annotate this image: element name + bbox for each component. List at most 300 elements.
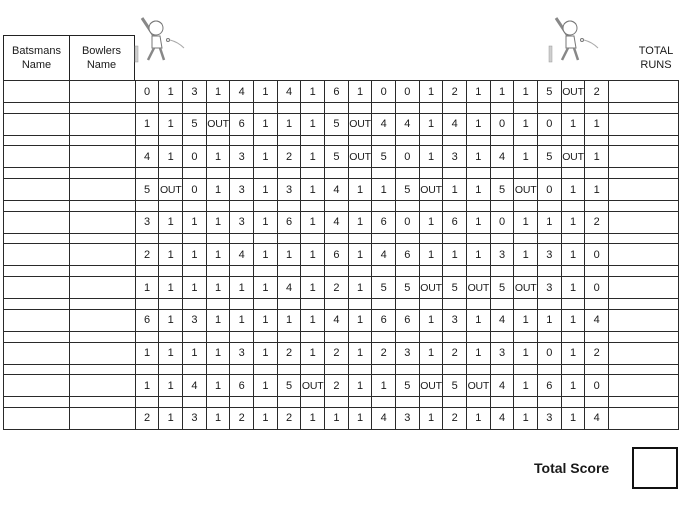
ball-run-cell: 1 [254,211,278,233]
spacer-cell [490,103,514,114]
ball-run-cell: 0 [538,113,562,135]
spacer-cell [135,168,159,179]
batsman-name-cell[interactable] [4,113,70,135]
table-row [4,81,679,103]
spacer-cell [538,266,562,277]
ball-run-cell: 1 [514,407,538,429]
ball-run-cell: 6 [325,81,349,103]
table-row [4,309,679,331]
ball-run-cell: 0 [396,211,420,233]
ball-run-cell: 1 [514,244,538,266]
spacer-cell [396,266,420,277]
spacer-cell [135,135,159,146]
ball-run-cell: 3 [538,244,562,266]
spacer-cell [4,266,70,277]
total-runs-cell[interactable] [609,179,679,201]
spacer-cell [301,331,325,342]
ball-run-cell: 1 [561,309,585,331]
total-runs-cell[interactable] [609,211,679,233]
spacer-cell [538,135,562,146]
ball-run-cell: 1 [135,375,159,397]
spacer-cell [396,397,420,408]
batsman-name-cell[interactable] [4,244,70,266]
ball-run-cell: 1 [301,407,325,429]
spacer-cell [561,103,585,114]
ball-run-cell: 4 [325,179,349,201]
spacer-cell [372,201,396,212]
spacer-cell [443,135,467,146]
ball-run-cell: 1 [561,375,585,397]
ball-run-cell: 3 [230,342,254,364]
spacer-cell [561,331,585,342]
table-row [4,179,679,201]
ball-run-cell: 3 [538,407,562,429]
spacer-cell [206,364,230,375]
ball-run-cell: OUT [419,277,443,299]
ball-run-cell: 1 [301,146,325,168]
ball-run-cell: 1 [372,179,396,201]
spacer-cell [396,364,420,375]
ball-run-cell: 1 [348,244,372,266]
spacer-cell [538,103,562,114]
ball-run-cell: 1 [254,277,278,299]
ball-run-cell: 1 [348,309,372,331]
spacer-cell [561,168,585,179]
bowler-name-cell[interactable] [69,146,135,168]
spacer-cell [254,201,278,212]
spacer-cell [467,233,491,244]
batsman-name-cell[interactable] [4,342,70,364]
spacer-cell [254,331,278,342]
ball-run-cell: 2 [585,211,609,233]
total-runs-cell[interactable] [609,375,679,397]
ball-run-cell: 0 [490,211,514,233]
spacer-cell [325,397,349,408]
ball-run-cell: 1 [348,407,372,429]
spacer-cell [609,266,679,277]
ball-run-cell: 1 [561,113,585,135]
ball-run-cell: 1 [183,244,207,266]
spacer-cell [348,266,372,277]
total-runs-cell[interactable] [609,342,679,364]
total-runs-cell[interactable] [609,407,679,429]
spacer-cell [514,233,538,244]
ball-run-cell: 1 [348,179,372,201]
spacer-cell [514,135,538,146]
ball-run-cell: OUT [561,146,585,168]
ball-run-cell: 1 [301,81,325,103]
spacer-cell [206,266,230,277]
spacer-cell [206,168,230,179]
spacer-cell [159,331,183,342]
spacer-cell [230,397,254,408]
spacer-row [4,103,679,114]
ball-run-cell: 1 [301,211,325,233]
spacer-cell [159,135,183,146]
bowler-name-cell[interactable] [69,113,135,135]
ball-run-cell: 1 [467,244,491,266]
ball-run-cell: 1 [467,179,491,201]
table-row [4,342,679,364]
spacer-cell [277,103,301,114]
spacer-cell [254,103,278,114]
ball-run-cell: 1 [348,342,372,364]
spacer-cell [277,135,301,146]
spacer-cell [301,397,325,408]
spacer-row [4,135,679,146]
total-runs-cell[interactable] [609,146,679,168]
ball-run-cell: 1 [230,309,254,331]
spacer-cell [561,364,585,375]
spacer-cell [230,168,254,179]
ball-run-cell: 0 [490,113,514,135]
spacer-cell [443,397,467,408]
spacer-cell [585,233,609,244]
ball-run-cell: 5 [443,375,467,397]
ball-run-cell: 1 [206,244,230,266]
spacer-cell [277,168,301,179]
batsman-name-cell[interactable] [4,211,70,233]
spacer-cell [325,266,349,277]
spacer-cell [183,364,207,375]
table-row [4,113,679,135]
ball-run-cell: 3 [490,244,514,266]
spacer-cell [419,168,443,179]
spacer-cell [443,103,467,114]
cricketer-batting-icon [548,14,604,68]
spacer-cell [277,397,301,408]
ball-run-cell: OUT [514,277,538,299]
spacer-cell [372,103,396,114]
spacer-cell [609,364,679,375]
ball-run-cell: 4 [325,211,349,233]
bowler-name-header [69,35,135,81]
spacer-cell [372,299,396,310]
ball-run-cell: 1 [135,113,159,135]
spacer-cell [467,397,491,408]
bowler-name-cell[interactable] [69,211,135,233]
bowler-name-cell[interactable] [69,342,135,364]
batsman-name-cell[interactable] [4,407,70,429]
spacer-cell [561,135,585,146]
bowler-name-cell[interactable] [69,309,135,331]
batsman-name-cell[interactable] [4,179,70,201]
ball-run-cell: 2 [277,342,301,364]
bowler-name-cell[interactable] [69,277,135,299]
ball-run-cell: 4 [490,146,514,168]
spacer-cell [135,201,159,212]
spacer-cell [396,299,420,310]
ball-run-cell: 1 [183,277,207,299]
ball-run-cell: 1 [419,407,443,429]
ball-run-cell: 1 [254,244,278,266]
ball-run-cell: 5 [372,277,396,299]
table-row [4,244,679,266]
batsman-name-cell[interactable] [4,309,70,331]
ball-run-cell: 1 [159,81,183,103]
spacer-cell [490,201,514,212]
bowler-name-cell[interactable] [69,375,135,397]
ball-run-cell: 1 [467,81,491,103]
spacer-cell [159,397,183,408]
spacer-row [4,266,679,277]
spacer-cell [325,168,349,179]
spacer-cell [419,201,443,212]
total-runs-cell[interactable] [609,277,679,299]
ball-run-cell: 1 [467,211,491,233]
spacer-cell [443,266,467,277]
bowler-name-cell[interactable] [69,179,135,201]
total-runs-cell[interactable] [609,309,679,331]
ball-run-cell: 4 [277,277,301,299]
spacer-cell [277,299,301,310]
ball-run-cell: 1 [206,407,230,429]
spacer-cell [609,233,679,244]
spacer-cell [206,299,230,310]
ball-run-cell: 1 [514,211,538,233]
spacer-cell [490,168,514,179]
ball-run-cell: 1 [159,244,183,266]
spacer-cell [277,331,301,342]
spacer-cell [325,299,349,310]
ball-run-cell: 1 [183,211,207,233]
table-row [4,277,679,299]
batsman-name-cell[interactable] [4,81,70,103]
ball-run-cell: 3 [396,342,420,364]
ball-run-cell: 4 [396,113,420,135]
batsman-name-cell[interactable] [4,375,70,397]
spacer-cell [230,299,254,310]
ball-run-cell: 5 [277,375,301,397]
spacer-cell [372,331,396,342]
spacer-cell [206,103,230,114]
total-runs-cell[interactable] [609,113,679,135]
ball-run-cell: 4 [585,407,609,429]
ball-run-cell: 3 [230,179,254,201]
ball-run-cell: 1 [443,244,467,266]
ball-run-cell: 1 [183,342,207,364]
table-row [4,211,679,233]
ball-run-cell: 3 [230,146,254,168]
spacer-cell [585,168,609,179]
ball-run-cell: 1 [206,342,230,364]
ball-run-cell: 1 [254,81,278,103]
spacer-cell [135,233,159,244]
spacer-cell [467,364,491,375]
spacer-cell [419,397,443,408]
ball-run-cell: 3 [490,342,514,364]
batsman-name-cell[interactable] [4,146,70,168]
ball-run-cell: 1 [206,375,230,397]
ball-run-cell: OUT [159,179,183,201]
spacer-cell [490,233,514,244]
ball-run-cell: 1 [419,244,443,266]
ball-run-cell: 3 [443,309,467,331]
spacer-cell [69,331,135,342]
ball-run-cell: 2 [585,342,609,364]
ball-run-cell: 1 [277,309,301,331]
ball-run-cell: 4 [372,113,396,135]
ball-run-cell: 1 [206,146,230,168]
spacer-cell [159,103,183,114]
spacer-cell [585,201,609,212]
ball-run-cell: 5 [538,81,562,103]
spacer-cell [490,299,514,310]
ball-run-cell: 2 [325,342,349,364]
ball-run-cell: OUT [348,146,372,168]
spacer-cell [325,331,349,342]
spacer-cell [419,299,443,310]
spacer-cell [348,135,372,146]
spacer-cell [490,364,514,375]
spacer-cell [69,299,135,310]
spacer-cell [609,135,679,146]
spacer-cell [443,331,467,342]
spacer-cell [230,233,254,244]
total-score-input[interactable] [632,447,678,489]
spacer-row [4,299,679,310]
ball-run-cell: 1 [514,113,538,135]
ball-run-cell: 1 [538,211,562,233]
spacer-cell [254,299,278,310]
spacer-row [4,331,679,342]
spacer-cell [372,233,396,244]
spacer-cell [301,135,325,146]
ball-run-cell: 0 [585,244,609,266]
spacer-cell [348,364,372,375]
ball-run-cell: 1 [514,309,538,331]
spacer-cell [183,331,207,342]
ball-run-cell: 5 [490,277,514,299]
spacer-cell [514,266,538,277]
ball-run-cell: 1 [348,375,372,397]
ball-run-cell: 4 [277,81,301,103]
spacer-cell [159,364,183,375]
spacer-cell [372,266,396,277]
spacer-cell [396,201,420,212]
spacer-cell [561,266,585,277]
ball-run-cell: 6 [230,375,254,397]
ball-run-cell: 1 [254,179,278,201]
spacer-cell [206,331,230,342]
ball-run-cell: 6 [230,113,254,135]
ball-run-cell: 2 [372,342,396,364]
ball-run-cell: 1 [159,113,183,135]
spacer-cell [183,299,207,310]
spacer-cell [159,266,183,277]
ball-run-cell: 1 [561,179,585,201]
ball-run-cell: 2 [230,407,254,429]
spacer-cell [4,168,70,179]
ball-run-cell: 1 [419,211,443,233]
spacer-cell [348,397,372,408]
spacer-cell [230,331,254,342]
spacer-cell [396,103,420,114]
ball-run-cell: 3 [135,211,159,233]
ball-run-cell: 1 [254,146,278,168]
ball-run-cell: 1 [230,277,254,299]
spacer-cell [4,397,70,408]
ball-run-cell: 5 [443,277,467,299]
spacer-cell [230,201,254,212]
ball-run-cell: 1 [159,211,183,233]
ball-run-cell: 4 [585,309,609,331]
total-runs-cell[interactable] [609,244,679,266]
spacer-cell [609,331,679,342]
ball-run-cell: 2 [443,407,467,429]
spacer-cell [585,266,609,277]
spacer-cell [490,266,514,277]
spacer-cell [325,201,349,212]
ball-run-cell: 0 [372,81,396,103]
spacer-cell [69,364,135,375]
ball-run-cell: 2 [277,146,301,168]
total-runs-header: TOTAL RUNS [638,45,674,71]
ball-run-cell: 1 [561,342,585,364]
ball-run-cell: 1 [254,407,278,429]
ball-run-cell: 2 [443,342,467,364]
ball-run-cell: 1 [206,211,230,233]
ball-run-cell: 3 [538,277,562,299]
bowler-name-cell[interactable] [69,244,135,266]
ball-run-cell: 1 [561,244,585,266]
spacer-cell [301,168,325,179]
ball-run-cell: 2 [135,244,159,266]
spacer-cell [514,397,538,408]
spacer-cell [396,233,420,244]
ball-run-cell: 5 [538,146,562,168]
ball-run-cell: 3 [183,81,207,103]
bowler-name-cell[interactable] [69,81,135,103]
ball-run-cell: 0 [135,81,159,103]
ball-run-cell: 4 [230,244,254,266]
ball-run-cell: OUT [419,179,443,201]
ball-run-cell: 3 [277,179,301,201]
ball-run-cell: 1 [348,81,372,103]
spacer-cell [561,397,585,408]
spacer-cell [419,331,443,342]
spacer-cell [538,397,562,408]
batsman-name-header-label: Batsmans Name [12,45,61,71]
spacer-cell [538,168,562,179]
spacer-cell [277,201,301,212]
spacer-cell [183,135,207,146]
ball-run-cell: 1 [467,146,491,168]
spacer-cell [514,103,538,114]
spacer-cell [4,364,70,375]
ball-run-cell: OUT [419,375,443,397]
spacer-cell [159,299,183,310]
batsman-name-cell[interactable] [4,277,70,299]
ball-run-cell: 1 [514,375,538,397]
ball-run-cell: 5 [396,277,420,299]
bowler-name-header-label: Bowlers Name [81,45,122,71]
ball-run-cell: 4 [183,375,207,397]
spacer-cell [230,266,254,277]
ball-run-cell: 5 [396,375,420,397]
spacer-cell [419,266,443,277]
bowler-name-cell[interactable] [69,407,135,429]
spacer-cell [443,299,467,310]
ball-run-cell: 1 [585,113,609,135]
spacer-cell [4,103,70,114]
ball-run-cell: 1 [206,81,230,103]
total-runs-cell[interactable] [609,81,679,103]
table-row [4,375,679,397]
score-table [3,80,679,430]
ball-run-cell: 1 [135,277,159,299]
ball-run-cell: 5 [183,113,207,135]
